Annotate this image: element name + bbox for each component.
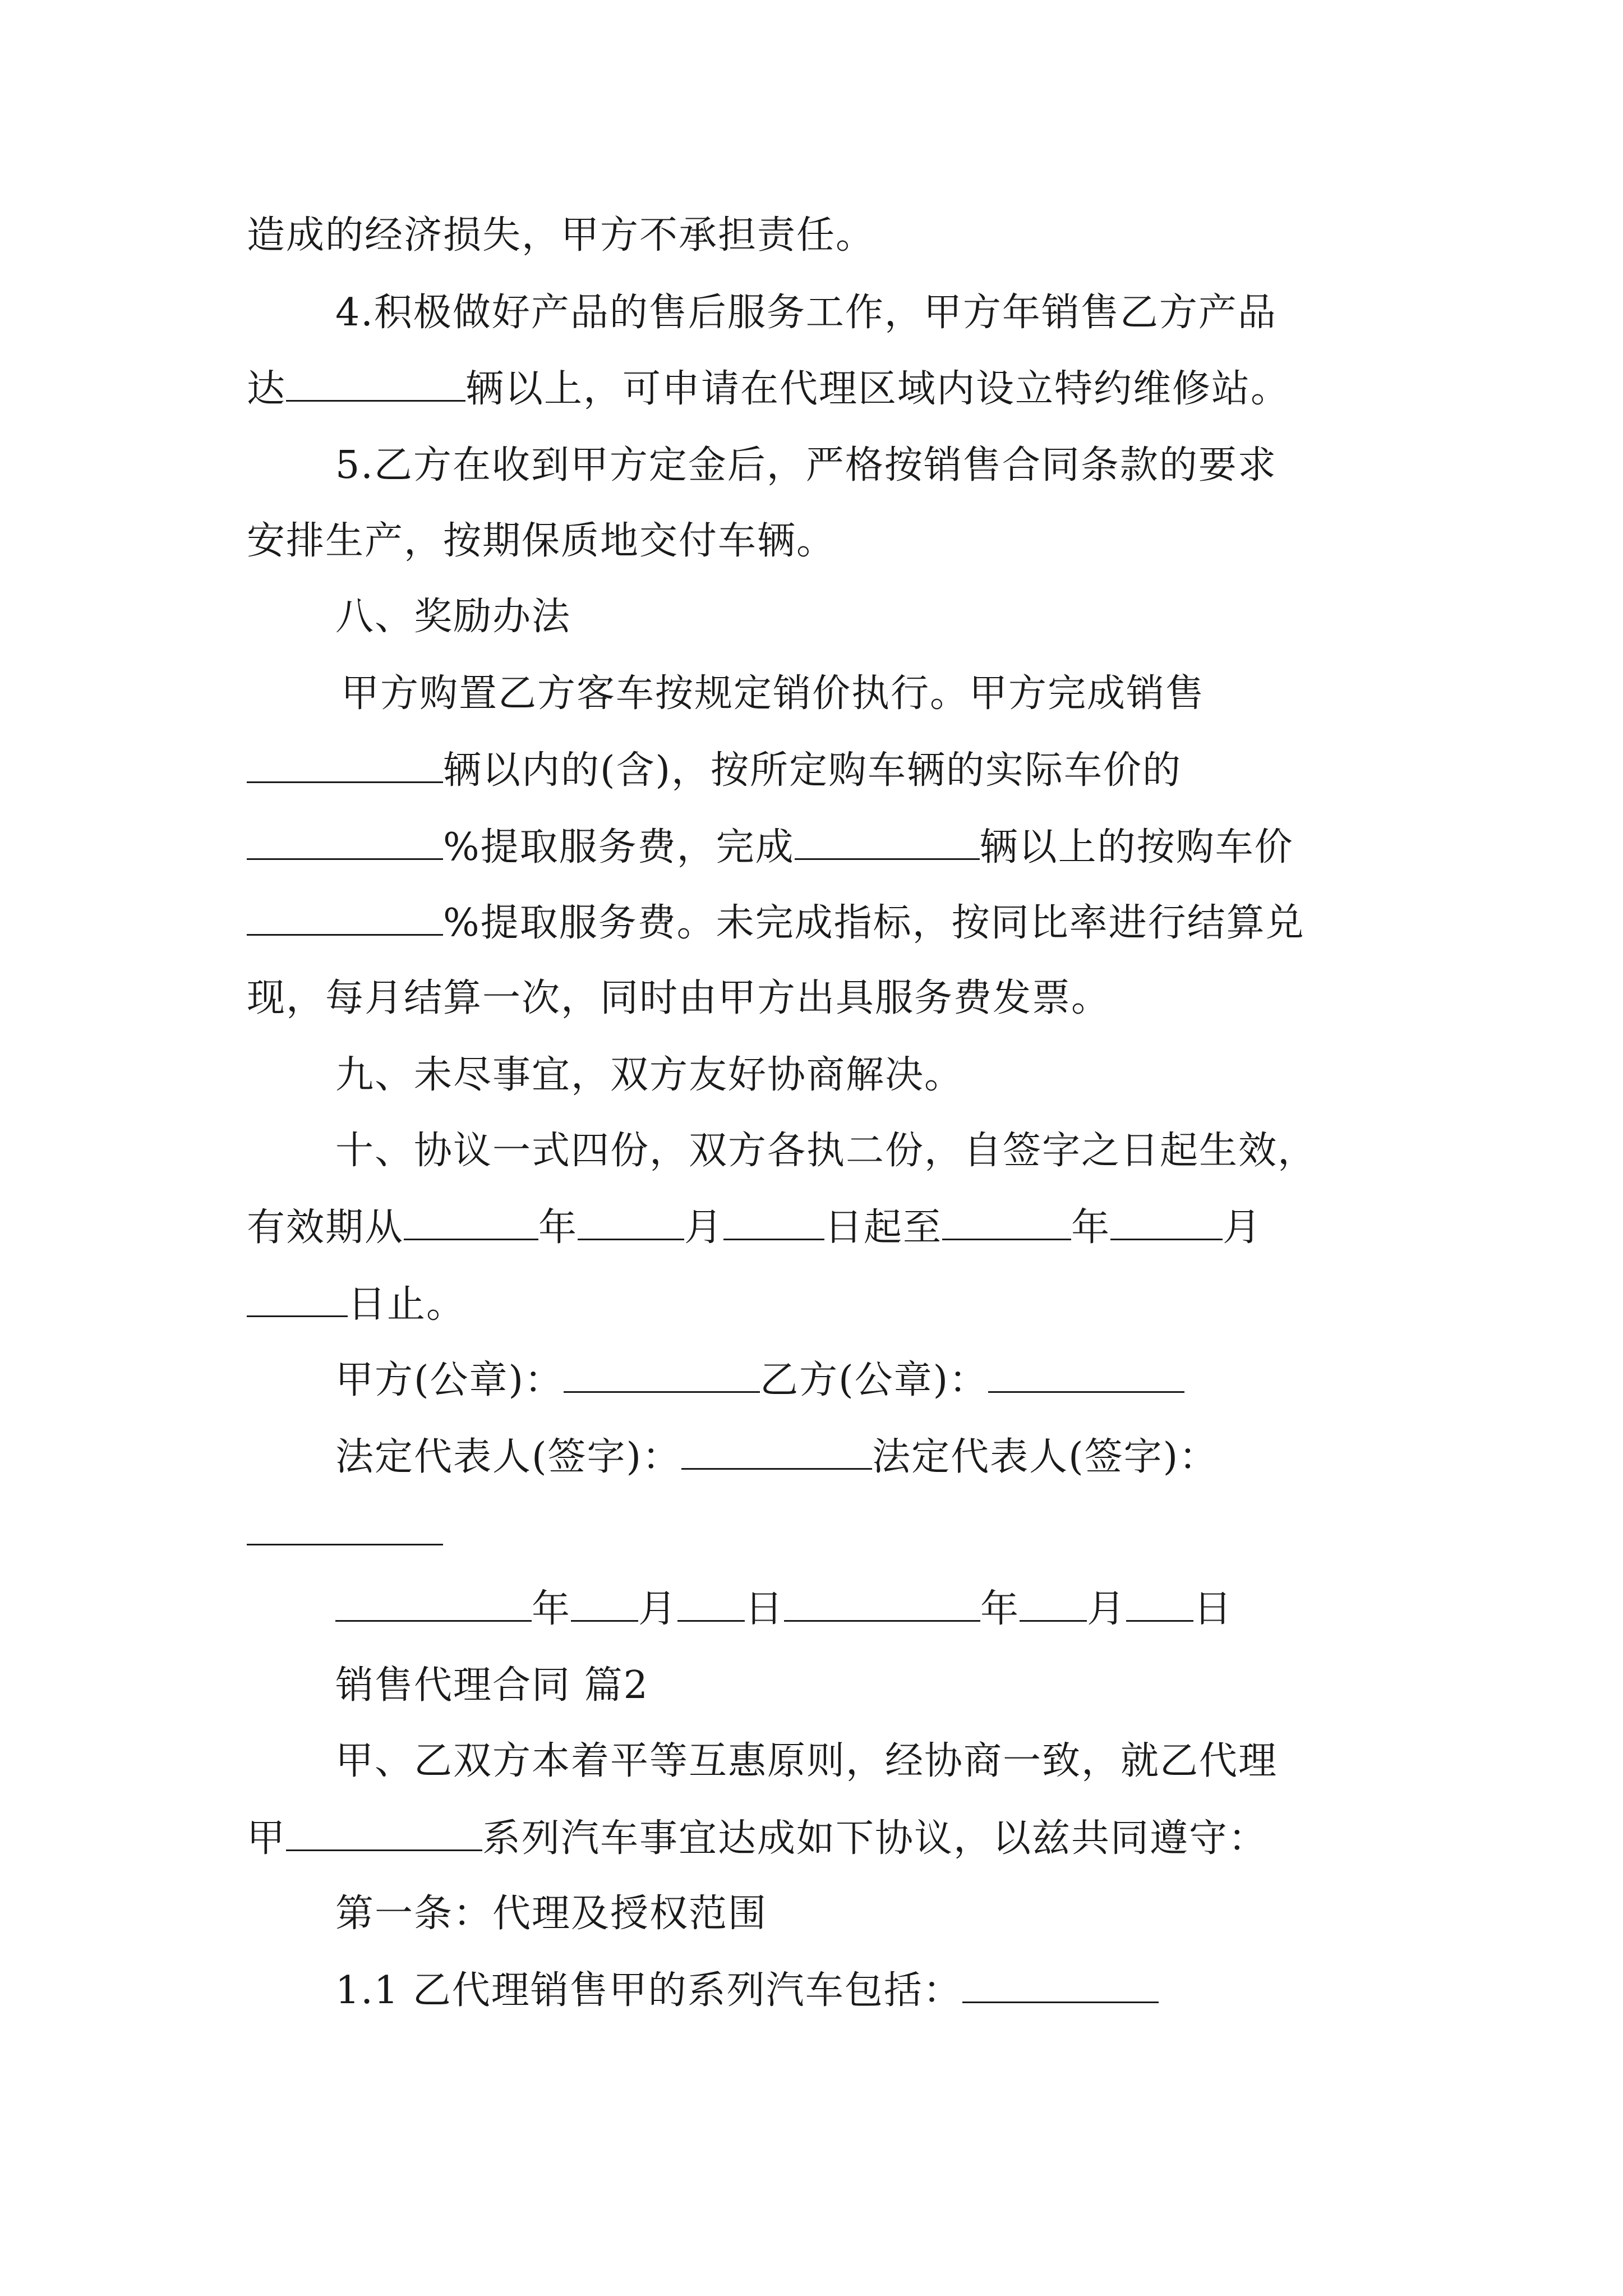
text: 现，每月结算一次，同时由甲方出具服务费发票。: [247, 976, 1111, 1020]
paragraph-line: [247, 825, 1294, 869]
fill-blank: [247, 1282, 348, 1317]
text: 销售代理合同 篇2: [335, 1663, 649, 1708]
text: 年: [532, 1587, 571, 1631]
fill-blank: [723, 1205, 824, 1240]
text: 有效期从: [247, 1205, 404, 1250]
text: 月: [684, 1205, 724, 1250]
text: 日: [1193, 1587, 1233, 1631]
paragraph-line: [247, 519, 836, 564]
text: 甲方购置乙方客车按规定销价执行。甲方完成销售: [341, 671, 1205, 716]
text: 甲、乙双方本着平等互惠原则，经协商一致，就乙代理: [335, 1739, 1278, 1783]
text: 甲: [247, 1816, 287, 1861]
fill-blank: [578, 1205, 684, 1240]
text: 1.1 乙代理销售甲的系列汽车包括：: [335, 1968, 962, 2013]
fill-blank: [571, 1586, 638, 1622]
paragraph-line: [247, 748, 1182, 793]
paragraph-line: [247, 213, 875, 258]
signing-date-line: [335, 1586, 1233, 1631]
fill-blank: [988, 1358, 1184, 1393]
text: 5.乙方在收到甲方定金后，严格按销售合同条款的要求: [335, 443, 1277, 487]
clause-7-5: [335, 443, 1277, 488]
party-a-seal-label: 甲方(公章)：: [335, 1358, 564, 1402]
clause-1-1: [335, 1968, 1159, 2013]
signature-line: [335, 1434, 1218, 1479]
article-heading-1: [335, 1892, 767, 1936]
validity-period-line: [247, 1205, 1262, 1250]
seal-line: [335, 1358, 1184, 1402]
party-b-seal-label: 乙方(公章)：: [760, 1358, 989, 1402]
fill-blank: [286, 366, 465, 402]
text: 安排生产，按期保质地交付车辆。: [247, 519, 836, 563]
fill-blank: [962, 1968, 1159, 2003]
clause-7-4: [335, 291, 1277, 335]
fill-blank: [247, 1510, 443, 1545]
section-heading-8: [335, 595, 571, 639]
text: 辆以上，可申请在代理区域内设立特约维修站。: [465, 367, 1290, 411]
fill-blank: [1110, 1205, 1223, 1240]
text: 辆以内的(含)，按所定购车辆的实际车价的: [443, 748, 1182, 793]
contract-heading: [335, 1663, 649, 1708]
text: %提取服务费，完成: [443, 825, 795, 869]
paragraph-line: [247, 1510, 443, 1555]
fill-blank: [286, 1816, 482, 1851]
paragraph-line: [335, 1739, 1278, 1784]
text: 年: [1071, 1205, 1111, 1250]
paragraph-line: [247, 976, 1110, 1021]
text: 八、奖励办法: [335, 595, 571, 639]
text: 日: [745, 1587, 785, 1631]
text: 4.积极做好产品的售后服务工作，甲方年销售乙方产品: [335, 291, 1277, 335]
fill-blank: [247, 900, 443, 936]
fill-blank: [247, 748, 443, 783]
text: 九、未尽事宜，双方友好协商解决。: [335, 1053, 964, 1097]
section-heading-10: [335, 1129, 1317, 1174]
paragraph-line: [247, 900, 1305, 945]
fill-blank: [677, 1586, 745, 1622]
text: 月: [1087, 1587, 1127, 1631]
text: 系列汽车事宜达成如下协议，以兹共同遵守：: [482, 1816, 1268, 1861]
section-heading-9: [335, 1053, 963, 1098]
fill-blank: [942, 1205, 1071, 1240]
fill-blank: [1126, 1586, 1193, 1622]
text: 辆以上的按购车价: [979, 825, 1294, 869]
fill-blank: [681, 1434, 872, 1470]
fill-blank: [404, 1205, 538, 1240]
party-a-representative-label: 法定代表人(签字)：: [335, 1435, 682, 1479]
party-b-representative-label: 法定代表人(签字)：: [872, 1435, 1219, 1479]
paragraph-line: [341, 671, 1205, 716]
text: %提取服务费。未完成指标，按同比率进行结算兑: [443, 901, 1305, 945]
paragraph-line: [247, 1282, 465, 1327]
fill-blank: [784, 1586, 980, 1622]
fill-blank: [1020, 1586, 1087, 1622]
fill-blank: [564, 1358, 760, 1393]
fill-blank: [795, 825, 980, 860]
text: 造成的经济损失，甲方不承担责任。: [247, 213, 875, 257]
paragraph-line: [247, 366, 1290, 411]
text: 月: [638, 1587, 678, 1631]
text: 十、协议一式四份，双方各执二份，自签字之日起生效，: [335, 1129, 1317, 1173]
fill-blank: [335, 1586, 532, 1622]
text: 月: [1223, 1205, 1262, 1250]
paragraph-line: [247, 1816, 1267, 1861]
text: 第一条：代理及授权范围: [335, 1892, 768, 1936]
text: 日止。: [348, 1282, 466, 1327]
text: 达: [247, 367, 287, 411]
text: 日起至: [824, 1205, 943, 1250]
text: 年: [980, 1587, 1020, 1631]
text: 年: [538, 1205, 578, 1250]
fill-blank: [247, 825, 443, 860]
